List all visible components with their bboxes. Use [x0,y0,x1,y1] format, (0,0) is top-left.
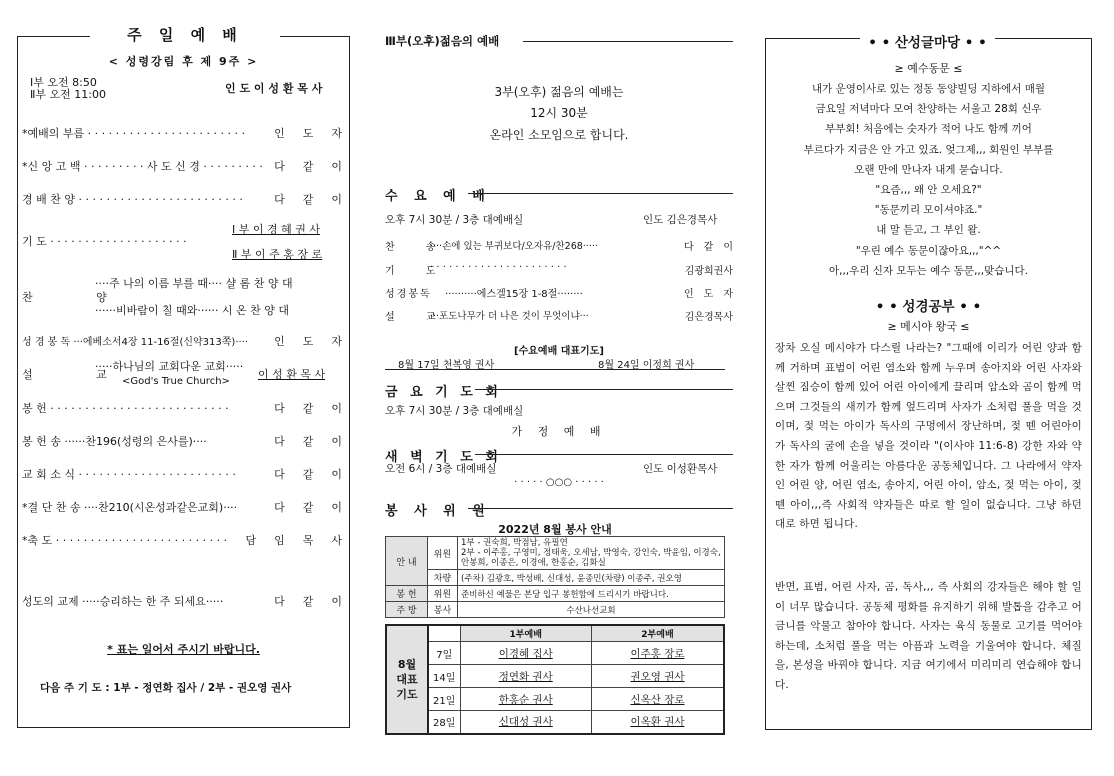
table-row: 21일 한홍순 권사 신옥산 장로 [386,688,724,711]
sermon-label: 설 교 [22,368,137,381]
liturgy-subtitle: < 성령강림 후 제 9주 > [108,55,259,68]
friday-time: 오후 7시 30분 / 3층 대예배실 [385,405,524,417]
column-body: 내가 운영이사로 있는 정동 동양빌딩 지하에서 매월 금요일 저녁마다 모여 찬양하는 서울고 28회 신우 부부회! 처음에는 숫자가 적어 나도 함께 끼어 부르다가 지금은 안 가고 있죠. 엊그제,,, 회원인 부부를 오랜 만에 만나자 내게 묻습니다. "요즘,,, 왜 안 오세요?" "동문끼리 모이셔야죠." 내 말 듣고, 그 부인 왈. "우린 예수 동문이잖아요,,,"^^ 아,,,우리 신자 모두는 예수 동문,,,맞습니다. [803,83,1054,277]
order-item: *결 단 찬 송 ····찬210(시온성과같은교회)···· 다같이 [22,501,360,514]
youth-line: 12시 30분 [530,106,588,120]
service-table [385,536,725,618]
order-item: *신 앙 고 백 · · · · · · · · · 사 도 신 경 · · · · · · · · · 다같이 [22,160,360,173]
wed-prayer: 8월 17일 천복영 권사 [398,360,495,371]
order-item: 봉 헌 · · · · · · · · · · · · · · · · · · · · · · · · · · 다같이 [22,402,360,415]
column-subtitle: ≥ 예수동문 ≤ [894,62,963,75]
order-item: 경 배 찬 양 · · · · · · · · · · · · · · · · · · · · · · · · 다같이 [22,193,360,206]
wed-prayer-2: 8월 24일 이정희 권사 [598,360,695,371]
study-subtitle: ≥ 메시야 왕국 ≤ [887,320,970,333]
study-title: • • 성경공부 • • [875,299,982,315]
youth-line: 3부(오후) 젊음의 예배는 [494,85,624,99]
bible-reading: 성 경 봉 독 ···에베소서4장 11-16절(신약313쪽)···· 인도자 [22,335,360,348]
wednesday-leader: 인도 김은경목사 [643,214,718,226]
study-body-2: 반면, 표범, 어린 사자, 곰, 독사,,, 즉 사회의 강자들은 해야 할 일이 너무 많습니다. 공동체 평화를 유지하기 위해 발톱을 감추고 어금니를 악물고 참아야 합니다. 사자는 육식 동물로 고기를 먹어야 하는데, 소처럼 풀을 먹는 아픔과 노력을 기울여야 합니다. 체질을, 본성을 바꿔야 합니다. 지금 여기에서 미리미리 연습해야 합니다. [775,581,1082,691]
order-item: *축 도 · · · · · · · · · · · · · · · · · · · · · · · · · 담임목사 [22,534,360,547]
prayer-label: 기 도 · · · · · · · · · · · · · · · · · · · · [22,235,187,248]
table-row: 14일 정연화 권사 권오영 권사 [386,665,724,688]
sunday-service-title: 주 일 예 배 [90,24,280,45]
table-row: 차량 (주차) 김광호, 박성배, 신대성, 윤종민(차량) 이종주, 권오영 [386,570,725,586]
prayer-2: Ⅱ 부 이 주 홍 장 로 [232,248,323,261]
table-row: 7일 이경혜 집사 이주홍 장로 [386,642,724,665]
next-prayer: 다음 주 기 도 : 1부 - 정연화 집사 / 2부 - 권오영 권사 [40,682,292,694]
friday-sub: 가 정 예 배 [511,425,607,438]
wed-item: 설 교 ···포도나무가 더 나은 것이 무엇이냐··· 김은경목사 [385,311,733,323]
service-title: 봉 사 위 원 [385,504,491,519]
wed-item: 기 도 · · · · · · · · · · · · · · · · · · · · · · 김광희권사 [385,262,733,277]
table-row: 28일 신대성 권사 이옥환 권사 [386,711,724,734]
order-item: 봉 헌 송 ······찬196(성령의 은사를)···· 다같이 [22,435,360,448]
stand-note: * 표는 일어서 주시기 바랍니다. [107,643,260,656]
friday-title: 금 요 기 도 회 [385,385,502,400]
order-item: 성도의 교제 ·····승리하는 한 주 되세요····· 다같이 [22,595,360,608]
service-subtitle: 2022년 8월 봉사 안내 [498,523,612,536]
time-2: Ⅱ부 오전 11:00 [30,88,106,101]
wednesday-title: 수 요 예 배 [385,189,491,204]
choir-2: ······비바람이 칠 때와······ 시 온 찬 양 대 [95,304,289,317]
time-1: Ⅰ부 오전 8:50 [30,76,97,89]
dawn-title: 새 벽 기 도 회 [385,450,502,465]
wed-item: 성경봉독 ··········에스겔15장 1-8절········ 인도자 [385,289,743,300]
prayer-1: Ⅰ 부 이 경 혜 권 사 [232,223,320,236]
youth-line: 온라인 소모임으로 합니다. [489,128,629,142]
sermon-english: <God's True Church> [122,376,230,387]
sermon-title: ·····하나님의 교회다운 교회····· [95,360,244,373]
leader: 인 도 이 성 환 목 사 [225,82,323,95]
table-row: 8월 대표 기도 1부예배 2부예배 [386,625,724,642]
choir-1: ····주 나의 이름 부를 때···· 샬 롬 찬 양 대 [95,277,293,290]
study-body: 장차 오실 메시야가 다스릴 나라는? "그때에 이리가 어린 양과 함께 거하며 표범이 어린 염소와 함께 누우며 송아지와 어린 사자와 살찐 짐승이 함께 있어 어린 아이에게 끌리며 암소와 곰이 함께 먹으며 그것들의 새끼가 함께 엎드리며 사자가 소처럼 풀을 먹을 것이며, 젖 먹는 아이가 독사의 구멍에서 장난하며, 젖 뗀 어린아이가 독사의 굴에 손을 넣을 것이라 "(이사야 11:6-8) 강한 자와 약한 자가 함께 어울리는 아름다운 공동체입니다. 그 나라에서 약자인 어린 양, 어린 염소, 송아지, 어린 아이, 암소, 젖 먹는 아이, 젖 뗀 아이,,,즉 사회적 약자들은 따로 할 일이 없습니다. 그냥 하던 대로 하면 됩니다. [775,342,1082,531]
youth-title: Ⅲ부(오후)젊음의 예배 [385,33,503,49]
choir-label: 찬 양 [22,291,137,304]
wed-prayer-title: [수요예배 대표기도] [514,346,604,357]
table-row: 주 방 봉사 수산나선교회 [386,602,725,618]
dawn-dots: · · · · · ○○○ · · · · · [514,477,604,488]
dawn-time: 오전 6시 / 3층 대예배실 [385,463,497,475]
order-item: 교 회 소 식 · · · · · · · · · · · · · · · · · · · · · · · 다같이 [22,468,360,481]
sermon-preacher: 이 성 환 목 사 [258,368,326,381]
table-row: 봉 헌 위원 준비하신 예물은 본당 입구 봉헌함에 드리시기 바랍니다. [386,586,725,602]
wednesday-time: 오후 7시 30분 / 3층 대예배실 [385,214,524,226]
column-title: • • 산성글마당 • • [860,31,995,51]
prayer-table [385,624,725,735]
wed-item: 찬 송 ····손에 있는 부귀보다/오자유/찬268····· 다같이 [385,241,743,253]
order-item: *예배의 부름 · · · · · · · · · · · · · · · · · · · · · · · 인도자 [22,127,360,140]
table-row: 안 내 위원 1부 - 권숙희, 박점남, 유필연 2부 - 이주홍, 구영미, 정태욱, 오세남, 박영숙, 강인숙, 박윤임, 이경숙, 안봉희, 이종은, 이경애, 한홍순, 김화실 [386,537,725,570]
dawn-leader: 인도 이성환목사 [643,463,718,475]
